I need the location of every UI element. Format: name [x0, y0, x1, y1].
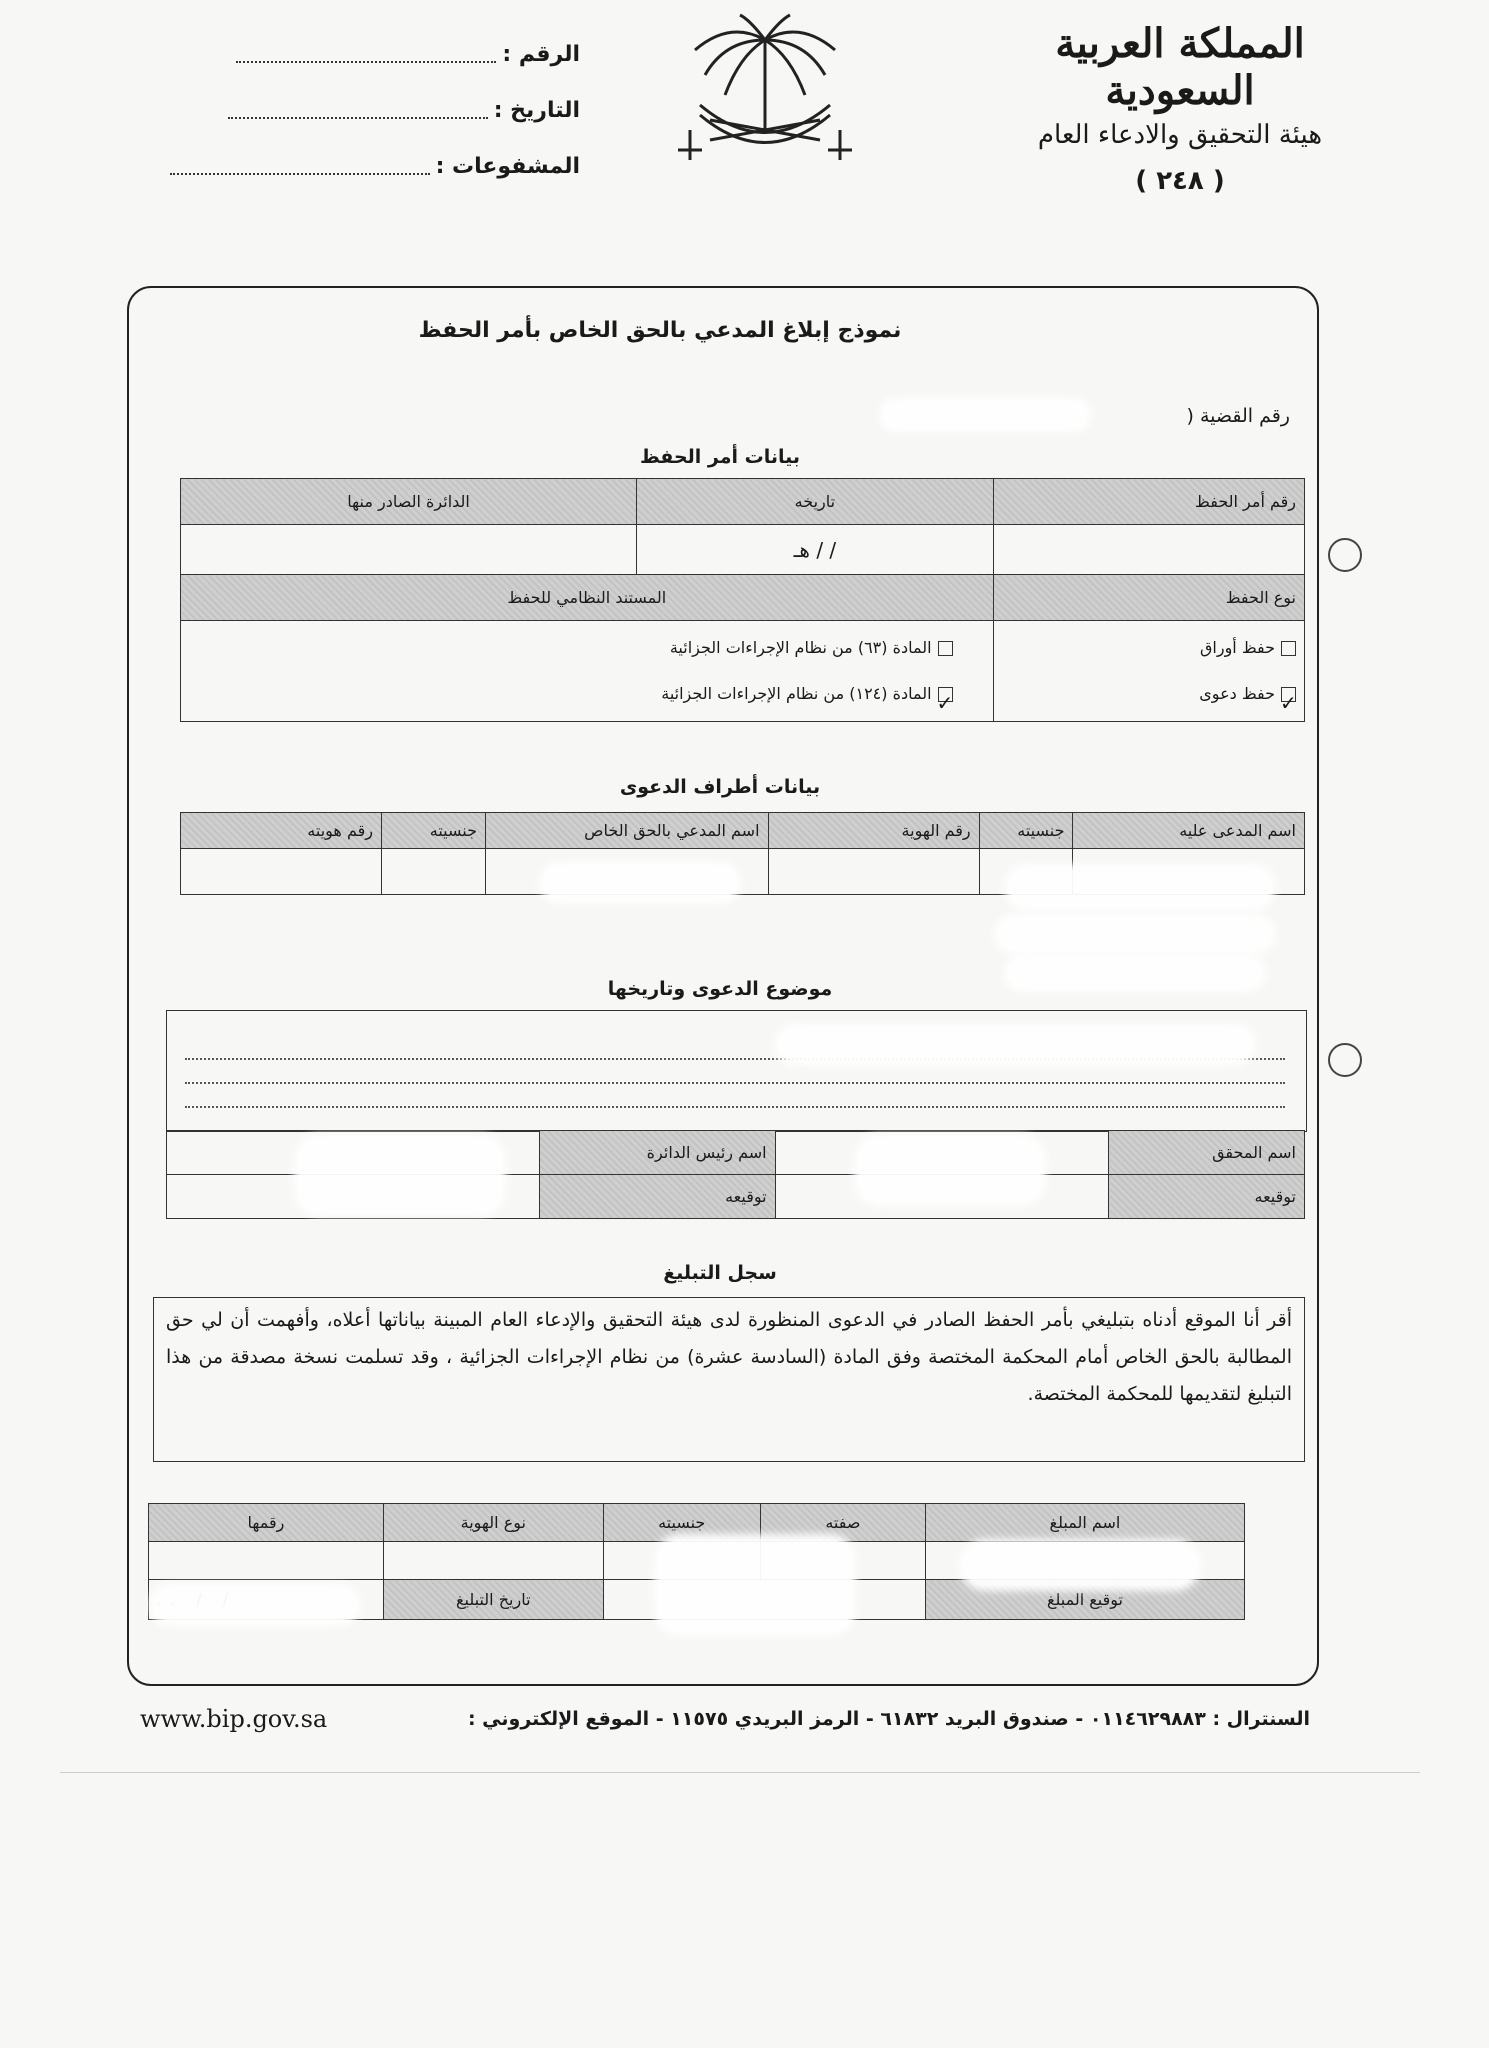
- investigator-sign-label: توقيعه: [1109, 1175, 1305, 1219]
- date-row: [180, 98, 580, 123]
- redaction: [1000, 920, 1270, 948]
- recipient-id-type-cell[interactable]: [383, 1542, 603, 1580]
- subject-line: [185, 1106, 1285, 1108]
- order-table: [180, 478, 1305, 722]
- punch-hole: [1328, 538, 1362, 572]
- letterhead: [980, 20, 1380, 196]
- notice-text: أقر أنا الموقع أدناه بتبليغي بأمر الحفظ الصادر في الدعوى المنظورة لدى هيئة التحقيق والإدعاء العام المبينة بياناتها أعلاه، وأفهمت أن لي حق المطالبة بالحق الخاص أمام المحكمة المختصة وفق المادة (السادسة عشرة) من نظام الإجراءات الجزائية ، وقد تسلمت نسخة مصدقة من هذا التبليغ لتقديمها للمحكمة المختصة.: [153, 1297, 1305, 1462]
- type-options: [993, 621, 1304, 722]
- form-title: نموذج إبلاغ المدعي بالحق الخاص بأمر الحفظ: [418, 318, 902, 343]
- defendant-name-header: اسم المدعى عليه: [1073, 813, 1305, 849]
- subject-line: [185, 1082, 1285, 1084]
- defendant-id-cell[interactable]: [768, 849, 979, 895]
- subject-box[interactable]: [166, 1010, 1307, 1132]
- basis-options: [181, 621, 994, 722]
- order-number-header: رقم أمر الحفظ: [993, 479, 1304, 525]
- redaction: [885, 404, 1085, 426]
- recipient-name-header: اسم المبلغ: [925, 1504, 1244, 1542]
- order-office-cell[interactable]: [181, 525, 637, 575]
- punch-hole: [1328, 1043, 1362, 1077]
- kingdom-name: المملكة العربية السعودية: [1055, 20, 1305, 114]
- type-option-papers[interactable]: حفظ أوراق: [1002, 625, 1296, 671]
- head-sign-label: توقيعه: [540, 1175, 775, 1219]
- agency-name: هيئة التحقيق والادعاء العام: [1037, 120, 1323, 150]
- footer: [140, 1705, 1310, 1733]
- redaction: [780, 1030, 1250, 1060]
- basis-option-124[interactable]: ✓المادة (١٢٤) من نظام الإجراءات الجزائية: [189, 671, 953, 717]
- form-code: ( ٢٤٨ ): [1135, 166, 1225, 196]
- basis-option-63[interactable]: المادة (٦٣) من نظام الإجراءات الجزائية: [189, 625, 953, 671]
- redaction: [965, 1545, 1195, 1585]
- basis-header: المستند النظامي للحفظ: [181, 575, 994, 621]
- plaintiff-id-header: رقم هويته: [181, 813, 382, 849]
- subject-section-title: موضوع الدعوى وتاريخها: [607, 978, 833, 1000]
- date-label: التاريخ :: [493, 98, 580, 123]
- plaintiff-id-cell[interactable]: [181, 849, 382, 895]
- checkbox-icon[interactable]: [1281, 641, 1296, 656]
- case-number-label: رقم القضية (: [1186, 405, 1290, 427]
- redaction: [660, 1540, 850, 1630]
- redaction: [300, 1140, 500, 1210]
- ref-number-field[interactable]: [236, 47, 496, 63]
- plaintiff-nationality-header: جنسيته: [381, 813, 485, 849]
- head-name-label: اسم رئيس الدائرة: [540, 1131, 775, 1175]
- order-date-header: تاريخه: [637, 479, 993, 525]
- defendant-nationality-header: جنسيته: [979, 813, 1073, 849]
- redaction: [860, 1140, 1040, 1200]
- plaintiff-nationality-cell[interactable]: [381, 849, 485, 895]
- ref-number-label: الرقم :: [502, 42, 580, 67]
- recipient-sign-label: توقيع المبلغ: [925, 1580, 1244, 1620]
- attachments-field[interactable]: [170, 159, 430, 175]
- order-number-cell[interactable]: [993, 525, 1304, 575]
- attachments-row: [180, 154, 580, 179]
- defendant-id-header: رقم الهوية: [768, 813, 979, 849]
- date-field[interactable]: [228, 103, 488, 119]
- order-date-cell[interactable]: / / هـ: [637, 525, 993, 575]
- recipient-id-number-cell[interactable]: [149, 1542, 384, 1580]
- attachments-label: المشفوعات :: [435, 154, 580, 179]
- recipient-id-type-header: نوع الهوية: [383, 1504, 603, 1542]
- order-office-header: الدائرة الصادر منها: [181, 479, 637, 525]
- notice-date-label: تاريخ التبليغ: [383, 1580, 603, 1620]
- recipient-id-number-header: رقمها: [149, 1504, 384, 1542]
- plaintiff-name-header: اسم المدعي بالحق الخاص: [486, 813, 769, 849]
- redaction: [1010, 870, 1270, 904]
- footer-divider: [60, 1772, 1420, 1773]
- saudi-emblem-icon: [670, 10, 860, 180]
- type-header: نوع الحفظ: [993, 575, 1304, 621]
- redaction: [155, 1590, 355, 1620]
- checkbox-icon[interactable]: [938, 641, 953, 656]
- recipient-nationality-header: جنسيته: [603, 1504, 760, 1542]
- type-option-case[interactable]: ✓حفظ دعوى: [1002, 671, 1296, 717]
- investigator-name-label: اسم المحقق: [1109, 1131, 1305, 1175]
- parties-section-title: بيانات أطراف الدعوى: [619, 776, 821, 798]
- redaction: [545, 868, 735, 898]
- checked-checkbox-icon[interactable]: [1281, 687, 1296, 702]
- checked-checkbox-icon[interactable]: [938, 687, 953, 702]
- notice-section-title: سجل التبليغ: [663, 1262, 777, 1284]
- redaction: [1010, 960, 1260, 986]
- footer-website[interactable]: www.bip.gov.sa: [140, 1705, 328, 1733]
- ref-number-row: [180, 42, 580, 67]
- recipient-role-header: صفته: [760, 1504, 925, 1542]
- order-section-title: بيانات أمر الحفظ: [639, 446, 801, 468]
- footer-contact: السنترال : ٠١١٤٦٢٩٨٨٣ - صندوق البريد ٦١٨٣٢ - الرمز البريدي ١١٥٧٥ - الموقع الإلكتروني :: [467, 1708, 1310, 1730]
